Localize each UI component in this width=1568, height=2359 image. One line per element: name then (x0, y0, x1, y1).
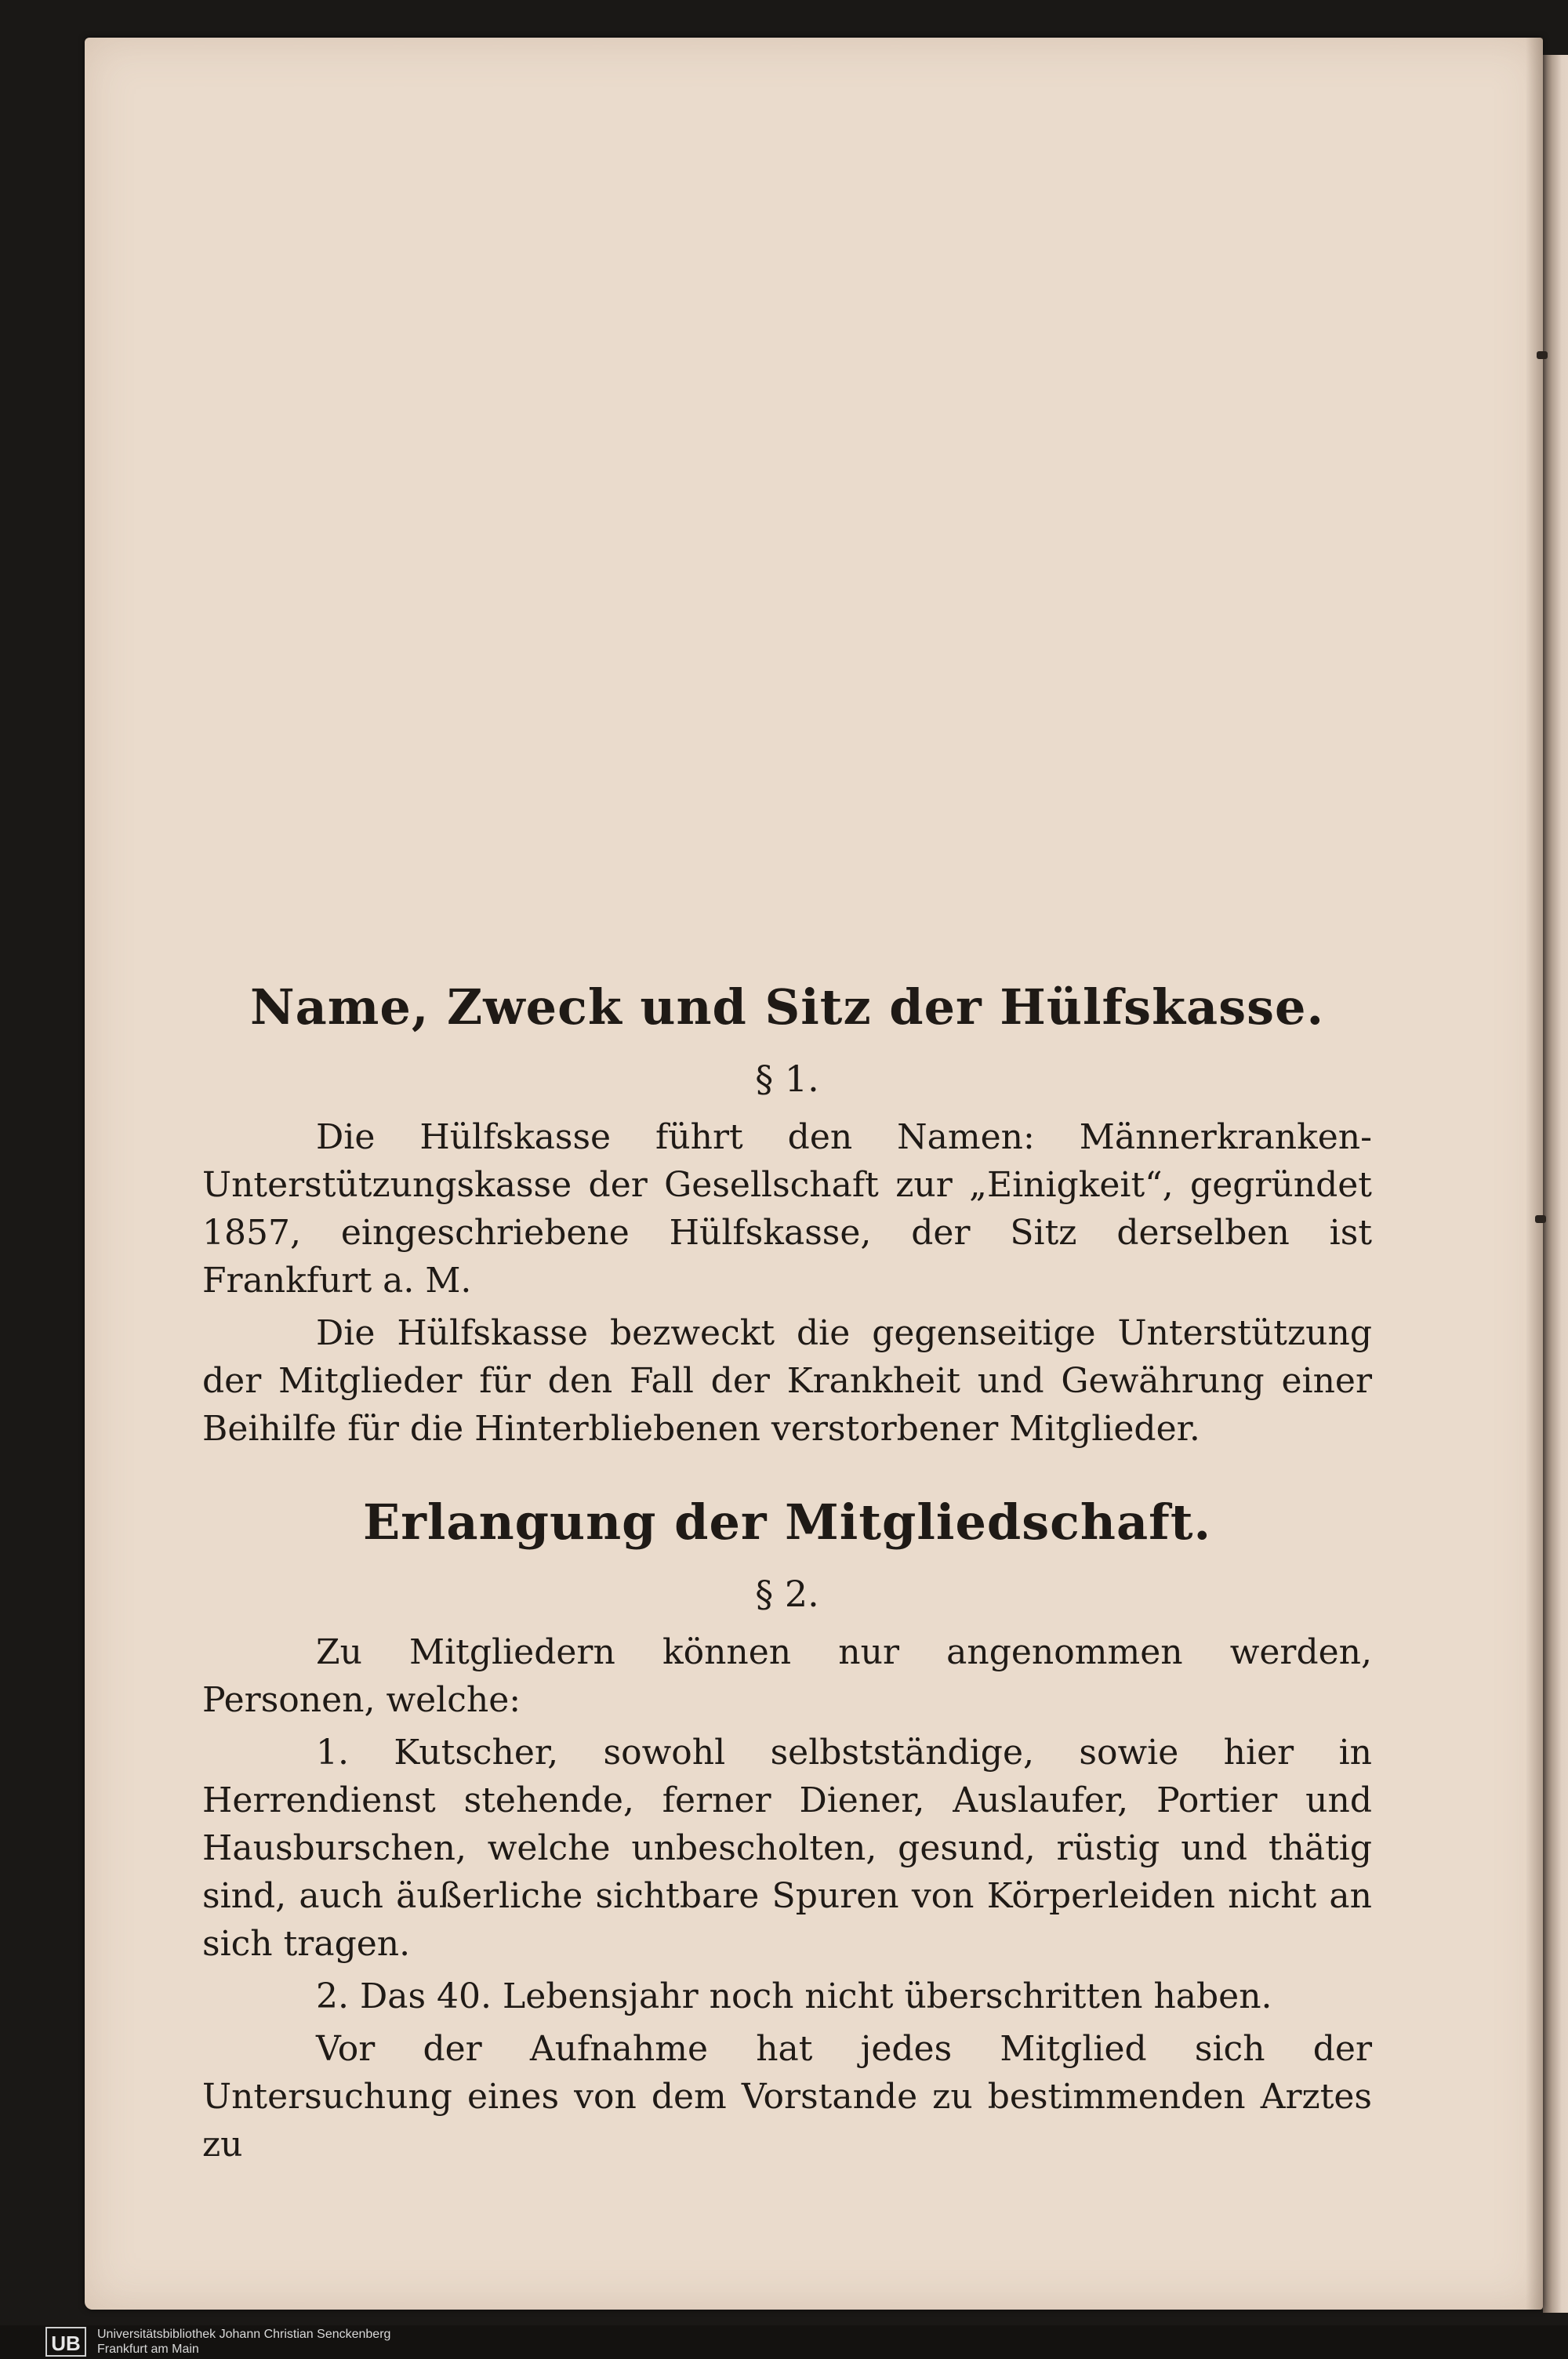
section-1-number: § 1. (755, 1058, 819, 1100)
paragraph-condition-2: 2. Das 40. Lebensjahr noch nicht überschritten haben. (316, 1976, 1272, 2016)
paragraph-condition-1: 1. Kutscher, sowohl selbstständige, sowie hier in Herrendienst stehende, ferner Diener, Auslaufer, Portier und Hausburschen, welche unbescholten, gesund, rüstig und thätig sind, auch äußerliche sichtbare Spuren von Körperleiden nicht an sich tragen. (202, 1733, 1372, 1964)
heading-name-purpose-seat: Name, Zweck und Sitz der Hülfskasse. (249, 978, 1325, 1036)
library-name: Universitätsbibliothek Johann Christian Senckenberg (97, 2328, 391, 2341)
paragraph-medical-exam: Vor der Aufnahme hat jedes Mitglied sich der Untersuchung eines von dem Vorstande zu bestimmenden Arztes zu (202, 2029, 1372, 2165)
paragraph-purpose-of-fund: Die Hülfskasse bezweckt die gegenseitige Unterstützung der Mitglieder für den Fall der Krankheit und Gewährung einer Beihilfe für die Hinterbliebenen verstorbener Mitglieder. (202, 1313, 1372, 1449)
library-city: Frankfurt am Main (97, 2343, 199, 2356)
page-binding-shadow (1526, 38, 1543, 2310)
adjacent-page-edge (1543, 55, 1568, 2313)
section-2-number: § 2. (755, 1573, 819, 1615)
paragraph-name-of-fund: Die Hülfskasse führt den Namen: Männerkranken-Unterstützungskasse der Gesellschaft zur „Einigkeit“, gegründet 1857, eingeschriebene Hülfskasse, der Sitz derselben ist Frankfurt a. M. (202, 1117, 1372, 1301)
ub-logo: UB (45, 2327, 86, 2357)
heading-membership: Erlangung der Mitgliedschaft. (362, 1493, 1212, 1551)
paragraph-admission-intro: Zu Mitgliedern können nur angenommen werden, Personen, welche: (202, 1632, 1372, 1720)
staple-mark-top (1537, 351, 1548, 359)
library-credit (97, 2327, 390, 2357)
page-text-block (202, 972, 1372, 2173)
staple-mark-bottom (1535, 1215, 1546, 1223)
